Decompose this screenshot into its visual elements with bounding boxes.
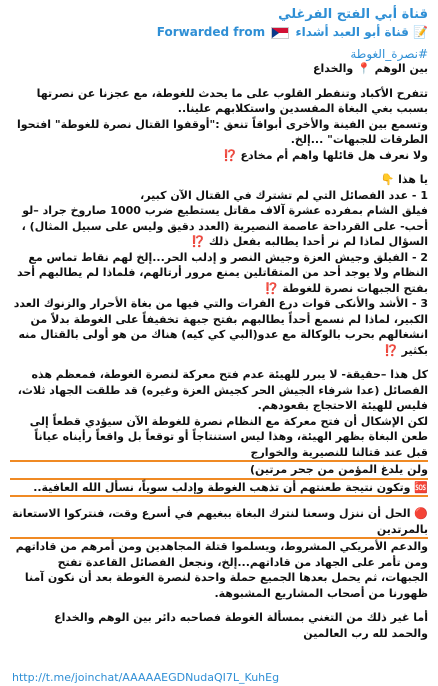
underlined-paragraph: ولن يلدغ المؤمن من جحر مرتين) bbox=[10, 462, 428, 480]
message-paragraph: يا هذا 👇 bbox=[380, 173, 428, 186]
message-paragraph: والحمد لله رب العالمين bbox=[303, 626, 428, 640]
message-paragraph: أما غير ذلك من التغني بمسألة الغوطة فصاحبه دائر بين الوهم والخداع bbox=[54, 611, 428, 624]
message-paragraph: وتسمع بين الفينة والأخرى أبواقاً تنعق :"أوقفوا القتال نصرة للغوطة" افتحوا الطرقات للجبهات" ...إلخ. bbox=[17, 117, 428, 146]
channel-name[interactable]: قناة أبي الفتح الفرغلي bbox=[278, 7, 428, 22]
message-paragraph: فيلق الشام بمفرده عشرة آلاف مقاتل يستطيع ضرب 1000 صاروخ جراد –لو أحب- على القرداحة عاصمة النصيرية (العدد دقيق وليس على سبيل المثال) ، السؤال لماذا لم نر أحدا يطالبه بفعل ذلك ⁉️ bbox=[21, 204, 428, 248]
message-paragraph: تتفرح الأكباد وتنفطر القلوب على ما يحدث للغوطة، مع عجزنا عن نصرتها بسبب بغي البغاة المفسدين واستكلابهم علينا.. bbox=[36, 86, 428, 115]
join-link[interactable]: http://t.me/joinchat/AAAAAEGDNudaQI7L_KuhEg bbox=[12, 671, 280, 684]
flag-icon bbox=[271, 27, 289, 39]
forwarded-source[interactable]: قناة أبو العبد أشداء bbox=[295, 25, 409, 39]
message-paragraph: والدعم الأمريكي المشروط، ويسلموا قتلة المجاهدين ومن أمرهم من قاداتهم ومن تأمر على الجهاد من قاداتهم...إلخ، ونجعل الفصائل القاعدة تفتح الجبهات، ثم يحمل بعدها الجميع حملة واحدة لنصرة الغوطة بعد أن نكون آمنا ظهورنا من أصحاب المشاريع المشبوهة. bbox=[15, 540, 428, 600]
hashtag-link[interactable]: #نصرة_الغوطة bbox=[350, 47, 428, 61]
message-paragraph: 3 - الأشد والأنكى قوات درع الفرات والتي فيها من بغاة الأحرار والزنوك العدد الكبير، لماذا لم نسمع أحداً يطالبهم بفتح جبهة تخفيفاً على الغوطة بدلاً من انشغالهم بحرب بالوكالة مع عدو(البي كي كيه) هناك من هو أولى بالقتال منه بكثير ⁉️ bbox=[13, 297, 428, 357]
message-paragraph: ولا نعرف هل قائلها واهم أم مخادع ⁉️ bbox=[222, 148, 428, 162]
underlined-paragraph: 🔴 الحل أن ننزل وسعنا لنترك البغاة ببغيهم في أسرع وقت، فنتركوا الاستعانة بالمرتدين bbox=[10, 506, 428, 539]
forwarded-label: Forwarded from bbox=[156, 25, 266, 39]
memo-icon: 📝 bbox=[413, 25, 428, 39]
forwarded-line[interactable] bbox=[10, 24, 428, 41]
message-paragraph: 1 - عدد الفصائل التي لم تشترك في القتال الآن كبير، bbox=[140, 188, 428, 202]
message-title: بين الوهم 📍 والخداع bbox=[312, 62, 428, 75]
underlined-paragraph: 🆘 وتكون نتيجة طعنتهم أن تذهب الغوطة وإدلب سوياً، نسأل الله العافية.. bbox=[10, 480, 428, 498]
underlined-paragraph: لكن الإشكال أن فتح معركة مع النظام نصرة للغوطة الآن سيؤدي قطعاً إلى طعن البغاة بظهر الهيئة، وهذا ليس استنتاجاً أو توقعاً بل واقعاً رأيناه عياناً قبل عند قتالنا للنصيرية والخوارج bbox=[10, 414, 428, 463]
message-paragraph: كل هذا –حقيقة- لا يبرر للهيئة عدم فتح معركة لنصرة الغوطة، فمعظم هذه الفصائل (عدا شرفاء الجيش الحر كجيش العزة وغيره) قد طلقت الجهاد ثلاث، فليس للهيئة الاحتجاج بقعودهم. bbox=[17, 368, 428, 412]
message-paragraph: 2 - الفيلق وجيش العزة وجيش النصر و إدلب الحر...إلخ لهم نقاط تماس مع النظام ولا يوجد أحد من المتقاتلين يمنع مرور أرتالهم، فلماذا لم يطالبهم أحد بفتح الجبهات نصرة للغوطة ⁉️ bbox=[17, 250, 428, 295]
